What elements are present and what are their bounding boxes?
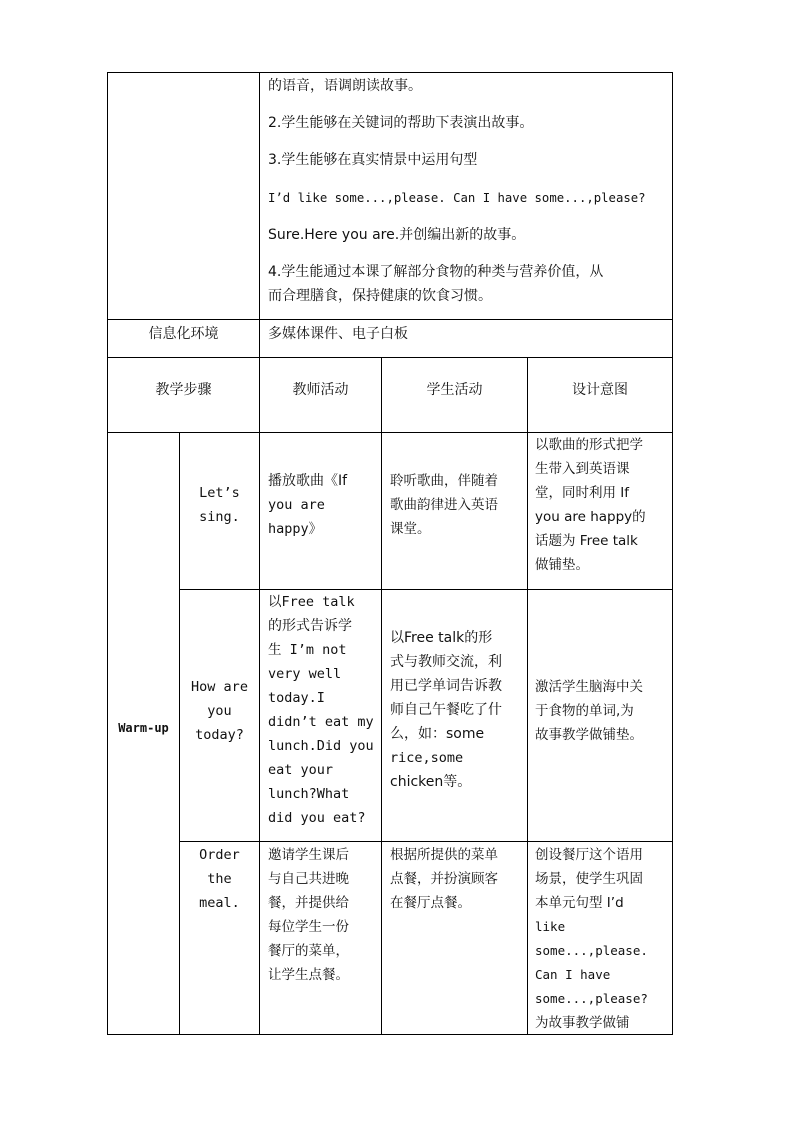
teacher-line: 餐，并提供给	[268, 895, 349, 911]
intent-line: 本单元句型 I’d	[535, 895, 624, 911]
table-col-divider	[381, 357, 382, 1035]
teacher-line: 播放歌曲《If	[268, 473, 348, 489]
intent-line: 创设餐厅这个语用	[535, 847, 643, 863]
step-line: you	[207, 703, 232, 719]
objective-line: 4.学生能通过本课了解部分食物的种类与营养价值，从	[268, 264, 604, 280]
step-line: Let’s	[199, 485, 240, 501]
teacher-line: very well	[268, 666, 342, 682]
table-border-right	[672, 72, 673, 1035]
table-col-divider	[527, 357, 528, 1035]
intent-line: 生带入到英语课	[535, 461, 630, 477]
table-col-divider	[259, 72, 260, 1035]
step-line: sing.	[199, 509, 240, 525]
teacher-line: 让学生点餐。	[268, 967, 349, 983]
header-teacher: 教师活动	[292, 382, 349, 398]
teacher-cell	[268, 843, 349, 987]
intent-line: you are happy的	[535, 509, 646, 525]
objective-line: 的语音，语调朗读故事。	[268, 78, 422, 94]
teacher-cell	[268, 469, 347, 541]
teacher-line: did you eat?	[268, 810, 366, 826]
teacher-line: you are	[268, 497, 325, 513]
header-steps: 教学步骤	[155, 382, 212, 398]
teacher-line: lunch?What	[268, 786, 350, 802]
step-line: today?	[195, 727, 244, 743]
teacher-line: didn’t eat my	[268, 714, 374, 730]
student-line: 聆听歌曲，伴随着	[390, 473, 498, 489]
teacher-line: 以Free talk	[268, 594, 355, 610]
step-line: How are	[191, 679, 248, 695]
table-row-divider	[179, 589, 673, 590]
table-row-divider	[107, 319, 673, 320]
objective-line: 2.学生能够在关键词的帮助下表演出故事。	[268, 115, 534, 131]
header-student: 学生活动	[426, 382, 483, 398]
student-line: 歌曲韵律进入英语	[390, 497, 498, 513]
teacher-line: 邀请学生课后	[268, 847, 349, 863]
student-line: rice,some	[390, 750, 464, 766]
step-cell	[180, 675, 259, 747]
intent-line: Can I have	[535, 967, 611, 982]
teacher-line: today.I	[268, 690, 325, 706]
intent-line: some...,please?	[535, 991, 648, 1006]
intent-line: some...,please.	[535, 943, 648, 958]
student-line: 师自己午餐吃了什	[390, 702, 502, 718]
intent-line: 堂，同时利用 If	[535, 485, 630, 501]
objective-line: Sure.Here you are.并创编出新的故事。	[268, 227, 526, 243]
student-line: 根据所提供的菜单	[390, 847, 498, 863]
intent-cell	[535, 433, 646, 577]
intent-line: 以歌曲的形式把学	[535, 437, 643, 453]
table-row-divider	[107, 357, 673, 358]
student-cell	[390, 626, 502, 794]
step-line: Order	[199, 847, 240, 863]
teacher-line: 的形式告诉学	[268, 618, 352, 634]
step-line: meal.	[199, 895, 240, 911]
teacher-line: lunch.Did you	[268, 738, 374, 754]
intent-line: like	[535, 919, 566, 934]
teacher-line: 生 I’m not	[268, 642, 347, 658]
teacher-cell	[268, 590, 374, 830]
intent-line: 故事教学做铺垫。	[535, 727, 643, 743]
env-value: 多媒体课件、电子白板	[268, 326, 408, 342]
table-row-divider	[179, 841, 673, 842]
teacher-line: eat your	[268, 762, 334, 778]
intent-line: 话题为 Free talk	[535, 533, 638, 549]
intent-line: 为故事教学做铺	[535, 1015, 630, 1031]
teacher-line: 与自己共进晚	[268, 871, 349, 887]
intent-line: 于食物的单词,为	[535, 703, 634, 719]
step-line: the	[207, 871, 232, 887]
step-cell	[180, 843, 259, 915]
student-cell	[390, 843, 498, 915]
intent-line: 场景，使学生巩固	[535, 871, 643, 887]
teacher-line: happy》	[268, 521, 323, 537]
intent-line: 激活学生脑海中关	[535, 679, 643, 695]
env-label: 信息化环境	[148, 326, 219, 342]
objective-line: I’d like some...,please. Can I have some...,please?	[268, 191, 646, 205]
step-cell	[180, 481, 259, 529]
objective-line: 而合理膳食，保持健康的饮食习惯。	[268, 288, 492, 304]
intent-cell	[535, 843, 648, 1035]
objective-line: 3.学生能够在真实情景中运用句型	[268, 152, 478, 168]
stage-label: Warm-up	[118, 721, 169, 735]
student-line: 课堂。	[390, 521, 431, 537]
header-intent: 设计意图	[572, 382, 628, 398]
student-line: 点餐，并扮演顾客	[390, 871, 498, 887]
teacher-line: 每位学生一份	[268, 919, 349, 935]
student-line: chicken等。	[390, 774, 472, 790]
student-line: 以Free talk的形	[390, 630, 493, 646]
student-line: 用已学单词告诉教	[390, 678, 502, 694]
student-line: 么，如：some	[390, 726, 485, 742]
table-border-top	[107, 72, 673, 73]
intent-cell	[535, 675, 643, 747]
table-border-left	[107, 72, 108, 1035]
teacher-line: 餐厅的菜单，	[268, 943, 349, 959]
student-line: 式与教师交流，利	[390, 654, 502, 670]
student-line: 在餐厅点餐。	[390, 895, 471, 911]
student-cell	[390, 469, 498, 541]
intent-line: 做铺垫。	[535, 557, 589, 573]
